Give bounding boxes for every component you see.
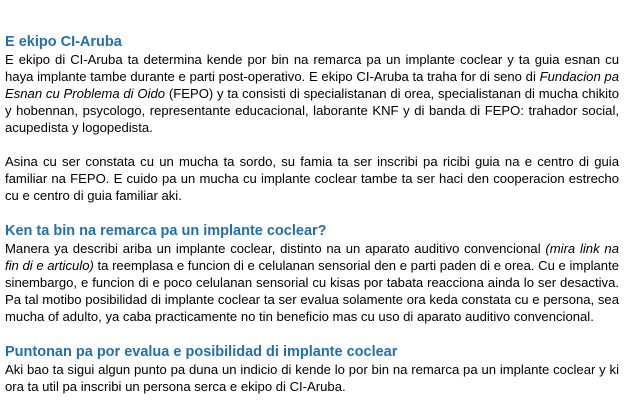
paragraph-spacer (5, 204, 619, 222)
paragraph-evaluation-points: Aki bao ta sigui algun punto pa duna un indicio di kende lo por bin na remarca pa un implante coclear y ki ora ta util pa inscribi un persona serca e ekipo di CI-Aruba. (5, 362, 619, 394)
foundation-name: Fundacion pa Esnan cu Problema di Oido (5, 69, 619, 101)
document-body (5, 33, 619, 395)
paragraph-spacer (5, 136, 619, 153)
paragraph-text: E ekipo di CI-Aruba ta determina kende por bin na remarca pa un implante coclear y ta guia esnan cu haya implante tambe durante e parti post-operativo. E ekipo CI-Aruba ta traha for di seno di (5, 52, 619, 84)
section-heading-evaluation-points: Puntonan pa por evalua e posibilidad di implante coclear (5, 344, 398, 360)
section-heading-ekipo: E ekipo CI-Aruba (5, 34, 122, 50)
paragraph-spacer (5, 325, 619, 343)
paragraph-family-guidance: Asina cu ser constata cu un mucha ta sordo, su famia ta ser inscribi pa ricibi guia na e centro di guia familiar na FEPO. E cuido pa un mucha cu implante coclear tambe ta ser haci den cooperacion estrecho cu e centro di guia familiar aki. (5, 154, 619, 203)
article-link-note: (mira link na fin di e articulo) (5, 241, 619, 273)
paragraph-text: ta reemplasa e funcion di e celulanan sensorial den e parti paden di e orea. Cu e implante sinembargo, e funcion di e poco celulanan sensorial cu kisas por tabata reacciona ainda lo ser desactiva. Pa tal motibo posibilidad di implante coclear ta ser evalua solamente ora keda constata cu e persona, sea mucha of adulto, ya caba practicamente no tin beneficio mas cu uso di aparato auditivo convencional. (5, 258, 619, 324)
paragraph-text: (FEPO) y ta consisti di specialistanan di orea, specialistanan di mucha chikito y hobennan, psycologo, representante educacional, laborante KNF y di banda di FEPO: trahador social, acupedista y logopedista. (5, 86, 619, 135)
paragraph-candidates (5, 240, 619, 325)
paragraph-text: Manera ya describi ariba un implante coclear, distinto na un aparato auditivo convencional (5, 241, 546, 256)
paragraph-ekipo-description (5, 51, 619, 136)
section-heading-candidates: Ken ta bin na remarca pa un implante coclear? (5, 223, 327, 239)
